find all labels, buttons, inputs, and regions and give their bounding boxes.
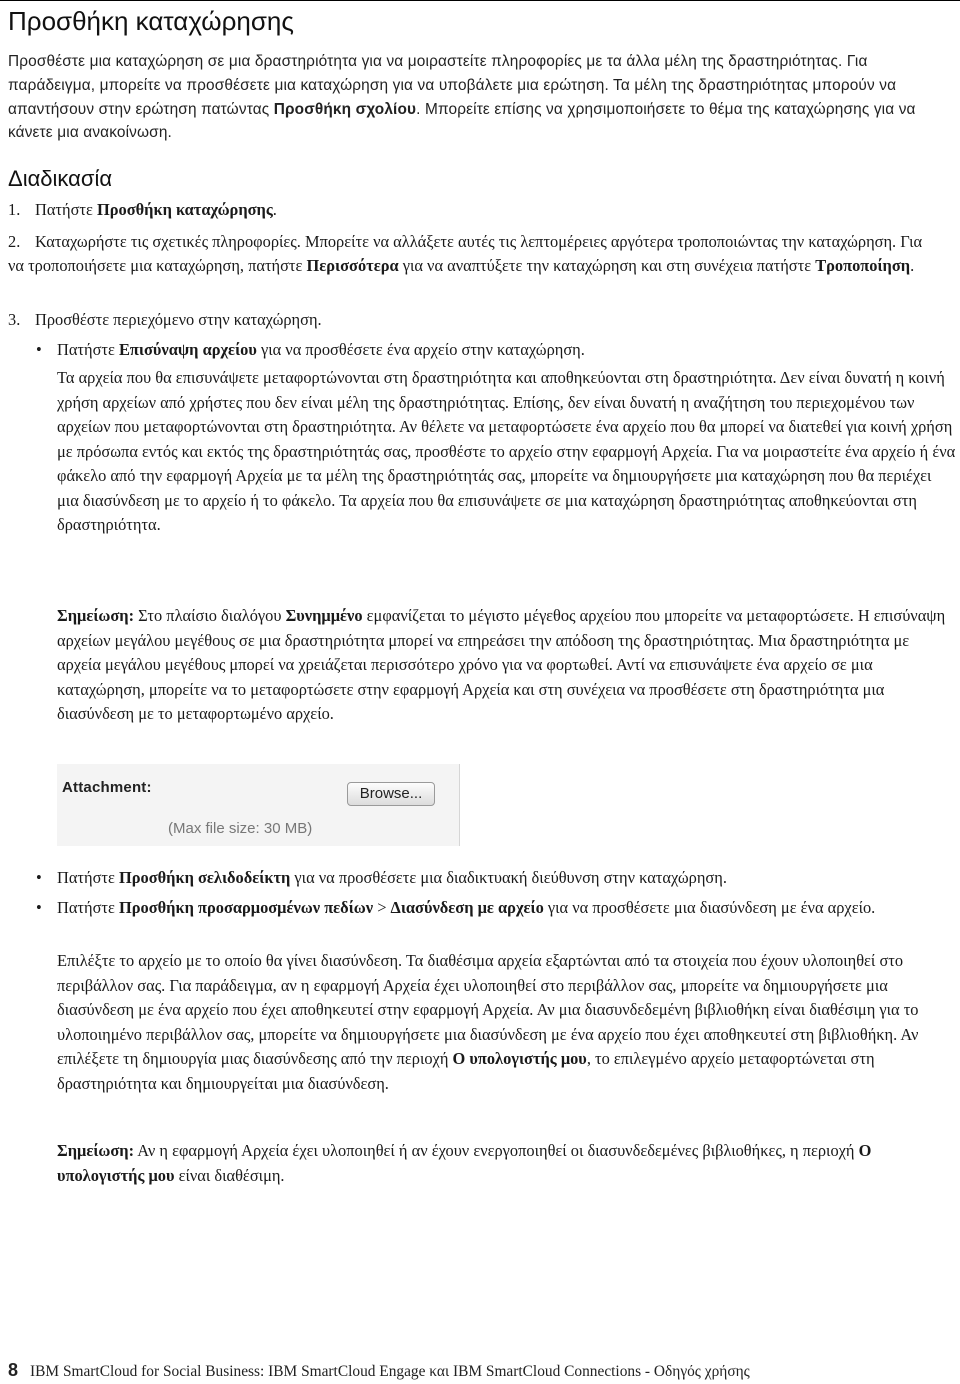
- step-2: 2. Καταχωρήστε τις σχετικές πληροφορίες. Μπορείτε να αλλάξετε αυτές τις λεπτομέρειες αργότερα τροποποιώντας την καταχώρηση. Για να τροποποιήσετε μια καταχώρηση, πατήστε Περισσότερα για να αναπτύξετε την καταχώρηση και στη συνέχεια πατήστε Τροποποίηση.: [8, 232, 923, 275]
- note-label: Σημείωση:: [57, 606, 135, 625]
- step-1: 1. Πατήστε Προσθήκη καταχώρησης.: [8, 198, 938, 222]
- bullet-icon: •: [36, 340, 42, 359]
- edit-term: Τροποποίηση: [815, 256, 911, 275]
- step-number: 3.: [8, 310, 21, 329]
- page-footer: [8, 1358, 948, 1384]
- intro-paragraph: Προσθέστε μια καταχώρηση σε μια δραστηριότητα για να μοιραστείτε πληροφορίες με τα άλλα μέλη της δραστηριότητας. Για παράδειγμα, μπορείτε να προσθέσετε μια καταχώρηση για να υποβάλετε μια ερώτηση. Τα μέλη της δραστηριότητας μπορούν να απαντήσουν στην ερώτηση πατώντας Προσθήκη σχολίου. Μπορείτε επίσης να χρησιμοποιήσετε το θέμα της καταχώρησης για να κάνετε μια ανακοίνωση.: [8, 53, 916, 142]
- note-linked-libraries: Σημείωση: Αν η εφαρμογή Αρχεία έχει υλοποιηθεί ή αν έχουν ενεργοποιηθεί οι διασυνδεδεμένες βιβλιοθήκες, η περιοχή Ο υπολογιστής μου είναι διαθέσιμη.: [57, 1141, 872, 1185]
- top-rule: [0, 0, 960, 1]
- page-title: Προσθήκη καταχώρησης: [8, 6, 294, 36]
- note-attachment-size: Σημείωση: Στο πλαίσιο διαλόγου Συνημμένο εμφανίζεται το μέγιστο μέγεθος αρχείου που μπορείτε να μεταφορτώσετε. Η επισύναψη αρχείων μεγάλου μεγέθους σε μια δραστηριότητα μπορεί να επηρεάσει την απόδοση της δραστηριότητας. Μια δραστηριότητα με αρχεία μεγάλου μεγέθους μπορεί να χρειάζεται περισσότερο χρόνο για να φορτωθεί. Αντί να επισυνάψετε ένα αρχείο σε μια καταχώρηση, μπορείτε να το μεταφορτώσετε στην εφαρμογή Αρχεία και στη συνέχεια να προσθέσετε στη δραστηριότητα μια διασύνδεση με το μεταφορτωμένο αρχείο.: [57, 606, 946, 723]
- link-to-file-description: Επιλέξτε το αρχείο με το οποίο θα γίνει διασύνδεση. Τα διαθέσιμα αρχεία εξαρτώνται από τα στοιχεία που έχουν υλοποιηθεί στο περιβάλλον σας. Για παράδειγμα, αν η εφαρμογή Αρχεία έχει υλοποιηθεί στο περιβάλλον σας, μπορείτε να δημιουργήσετε μια διασύνδεση με ένα αρχείο που έχει αποθηκευτεί στην εφαρμογή Αρχεία. Αν μια διασυνδεδεμένη βιβλιοθήκη είναι διαθέσιμη για το υλοποιημένο περιβάλλον σας, μπορείτε να δημιουργήσετε μια διασύνδεση με ένα αρχείο που έχει αποθηκευτεί στη βιβλιοθήκη. Αν επιλέξετε τη δημιουργία μιας διασύνδεσης από την περιοχή Ο υπολογιστής μου, το επιλεγμένο αρχείο μεταφορτώνεται στη δραστηριότητα και δημιουργείται μια διασύνδεση.: [57, 951, 919, 1093]
- attachment-term: Συνημμένο: [285, 606, 363, 625]
- add-comment-term: Προσθήκη σχολίου: [273, 100, 417, 118]
- add-entry-term: Προσθήκη καταχώρησης: [97, 200, 273, 219]
- my-computer-term: Ο υπολογιστής μου: [57, 1141, 872, 1185]
- my-computer-term: Ο υπολογιστής μου: [452, 1049, 587, 1068]
- bullet-icon: •: [36, 898, 42, 917]
- attach-file-description: Τα αρχεία που θα επισυνάψετε μεταφορτώνονται στη δραστηριότητα και αποθηκεύονται στη δραστηριότητα. Δεν είναι δυνατή η κοινή χρήση αρχείων από χρήστες που δεν είναι μέλη της δραστηριότητας. Επίσης, δεν είναι δυνατή η αναζήτηση του περιεχομένου των αρχείων που μεταφορτώνονται στη δραστηριότητα. Αν θέλετε να μεταφορτώσετε ένα αρχείο που θα μπορεί να διατεθεί για κοινή χρήση με πρόσωπα εντός και εκτός της δραστηριότητάς σας, προσθέστε το αρχείο στην εφαρμογή Αρχεία. Για να μοιραστείτε ένα αρχείο ή ένα φάκελο από την εφαρμογή Αρχεία με τα μέλη της δραστηριότητάς σας, μπορείτε να δημιουργήσετε μια καταχώρηση που θα περιέχει μια διασύνδεση με το αρχείο ή το φάκελο. Τα αρχεία που θα επισυνάψετε σε μια καταχώρηση δραστηριότητας αποθηκεύονται στη δραστηριότητα.: [57, 368, 956, 534]
- note-label: Σημείωση:: [57, 1141, 135, 1160]
- step-3: 3. Προσθέστε περιεχόμενο στην καταχώρηση.: [8, 308, 938, 332]
- bullet-icon: •: [36, 868, 42, 887]
- link-to-file-term: Διασύνδεση με αρχείο: [390, 898, 544, 917]
- add-bookmark-term: Προσθήκη σελιδοδείκτη: [119, 868, 291, 887]
- procedure-heading: Διαδικασία: [8, 166, 113, 191]
- attachment-label: Attachment:: [62, 779, 152, 796]
- page-number: 8: [8, 1360, 19, 1380]
- browse-button[interactable]: Browse...: [347, 782, 435, 806]
- attach-file-term: Επισύναψη αρχείου: [119, 340, 257, 359]
- max-file-size-text: (Max file size: 30 MB): [168, 820, 313, 837]
- more-term: Περισσότερα: [306, 256, 399, 275]
- step-number: 2.: [8, 232, 21, 251]
- footer-text: IBM SmartCloud for Social Business: IBM SmartCloud Engage και IBM SmartCloud Connections - Οδηγός χρήσης: [30, 1363, 750, 1380]
- step-number: 1.: [8, 200, 21, 219]
- custom-fields-term: Προσθήκη προσαρμοσμένων πεδίων: [119, 898, 374, 917]
- attachment-field-screenshot: [57, 764, 460, 846]
